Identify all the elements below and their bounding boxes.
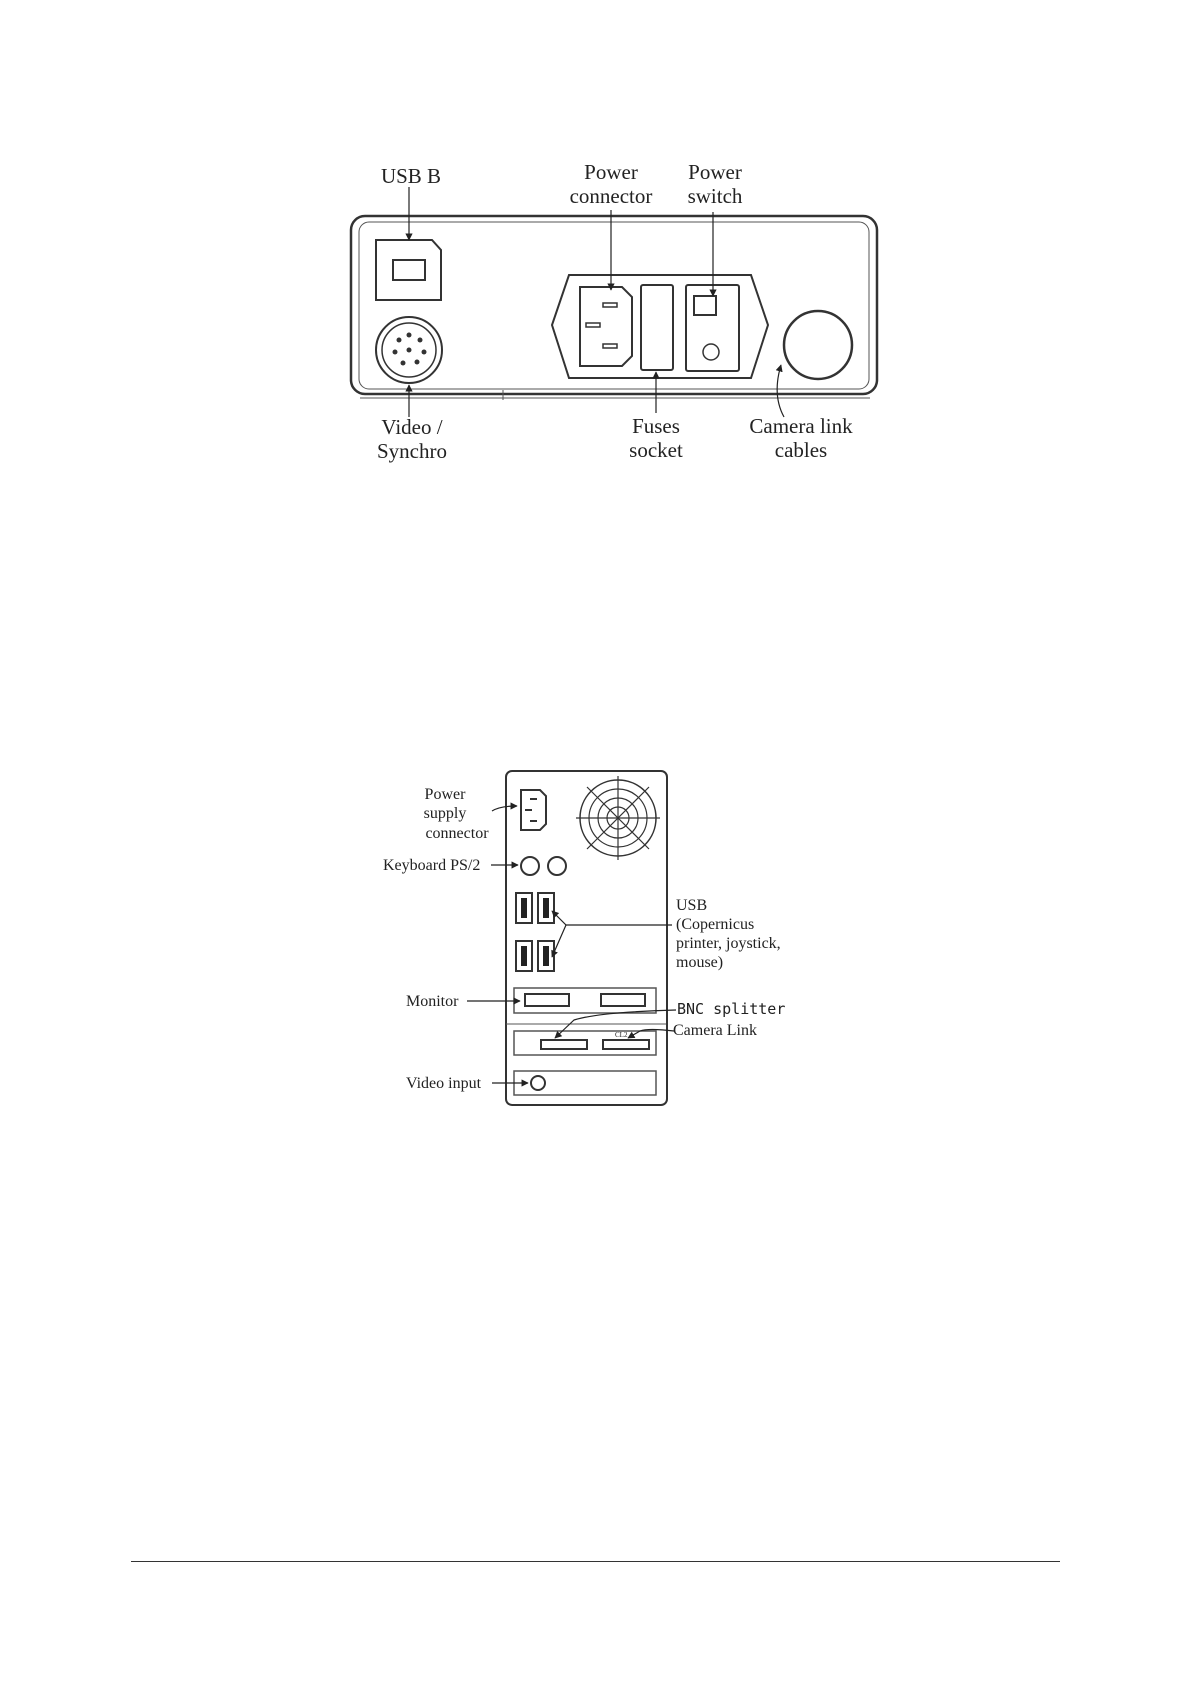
label-camera-link: Camera Link: [673, 1022, 757, 1039]
fuses-socket-icon: [641, 285, 673, 370]
usb-b-port-icon: [376, 240, 441, 300]
label-bnc-splitter: BNC splitter: [677, 1000, 786, 1018]
label-fuses-socket-line2: socket: [629, 438, 683, 462]
label-cl2: CL2: [615, 1031, 628, 1039]
label-monitor: Monitor: [406, 993, 459, 1010]
video-input-slot: [514, 1071, 656, 1095]
monitor-card-slot: [514, 988, 656, 1013]
label-usb-line2: (Copernicus: [676, 916, 755, 933]
label-usb-b: USB B: [380, 164, 442, 188]
footer-rule: [131, 1561, 1060, 1562]
label-camera-link-cables-line2: cables: [774, 438, 828, 462]
label-usb-line3: printer, joystick,: [676, 935, 781, 952]
ps2-port-icon: [521, 857, 539, 875]
video-synchro-connector-icon: [376, 317, 442, 383]
ps2-port-icon: [548, 857, 566, 875]
fan-grille-icon: [576, 776, 660, 860]
power-connector-icon: [580, 287, 632, 366]
rear-panel-diagram: [351, 160, 877, 463]
label-power-connector-line1: Power: [584, 160, 638, 184]
label-fuses-socket-line1: Fuses: [632, 414, 680, 438]
camera-link-card-slot: [506, 1024, 666, 1055]
power-switch-icon: [686, 285, 739, 371]
usb-ports-icon: [516, 893, 554, 971]
label-camera-link-cables-line1: Camera link: [749, 414, 853, 438]
label-power-switch-line1: Power: [688, 160, 742, 184]
label-power-connector-line2: connector: [569, 184, 653, 208]
label-video-input: Video input: [406, 1075, 482, 1092]
label-usb-line1: USB: [676, 897, 708, 914]
label-video-synchro-line2: Synchro: [377, 439, 447, 463]
power-module: [552, 275, 768, 378]
power-supply-connector-icon: [521, 790, 546, 830]
label-power-supply-line3: connector: [425, 825, 489, 842]
label-power-supply-line2: supply: [423, 805, 467, 822]
label-power-switch-line2: switch: [687, 184, 743, 208]
camera-link-cables-port-icon: [784, 311, 852, 379]
label-keyboard-ps2: Keyboard PS/2: [383, 857, 481, 874]
pc-back-panel-diagram: [383, 771, 785, 1105]
label-video-synchro-line1: Video /: [381, 415, 443, 439]
label-usb-line4: mouse): [676, 954, 724, 971]
label-power-supply-line1: Power: [424, 786, 466, 803]
